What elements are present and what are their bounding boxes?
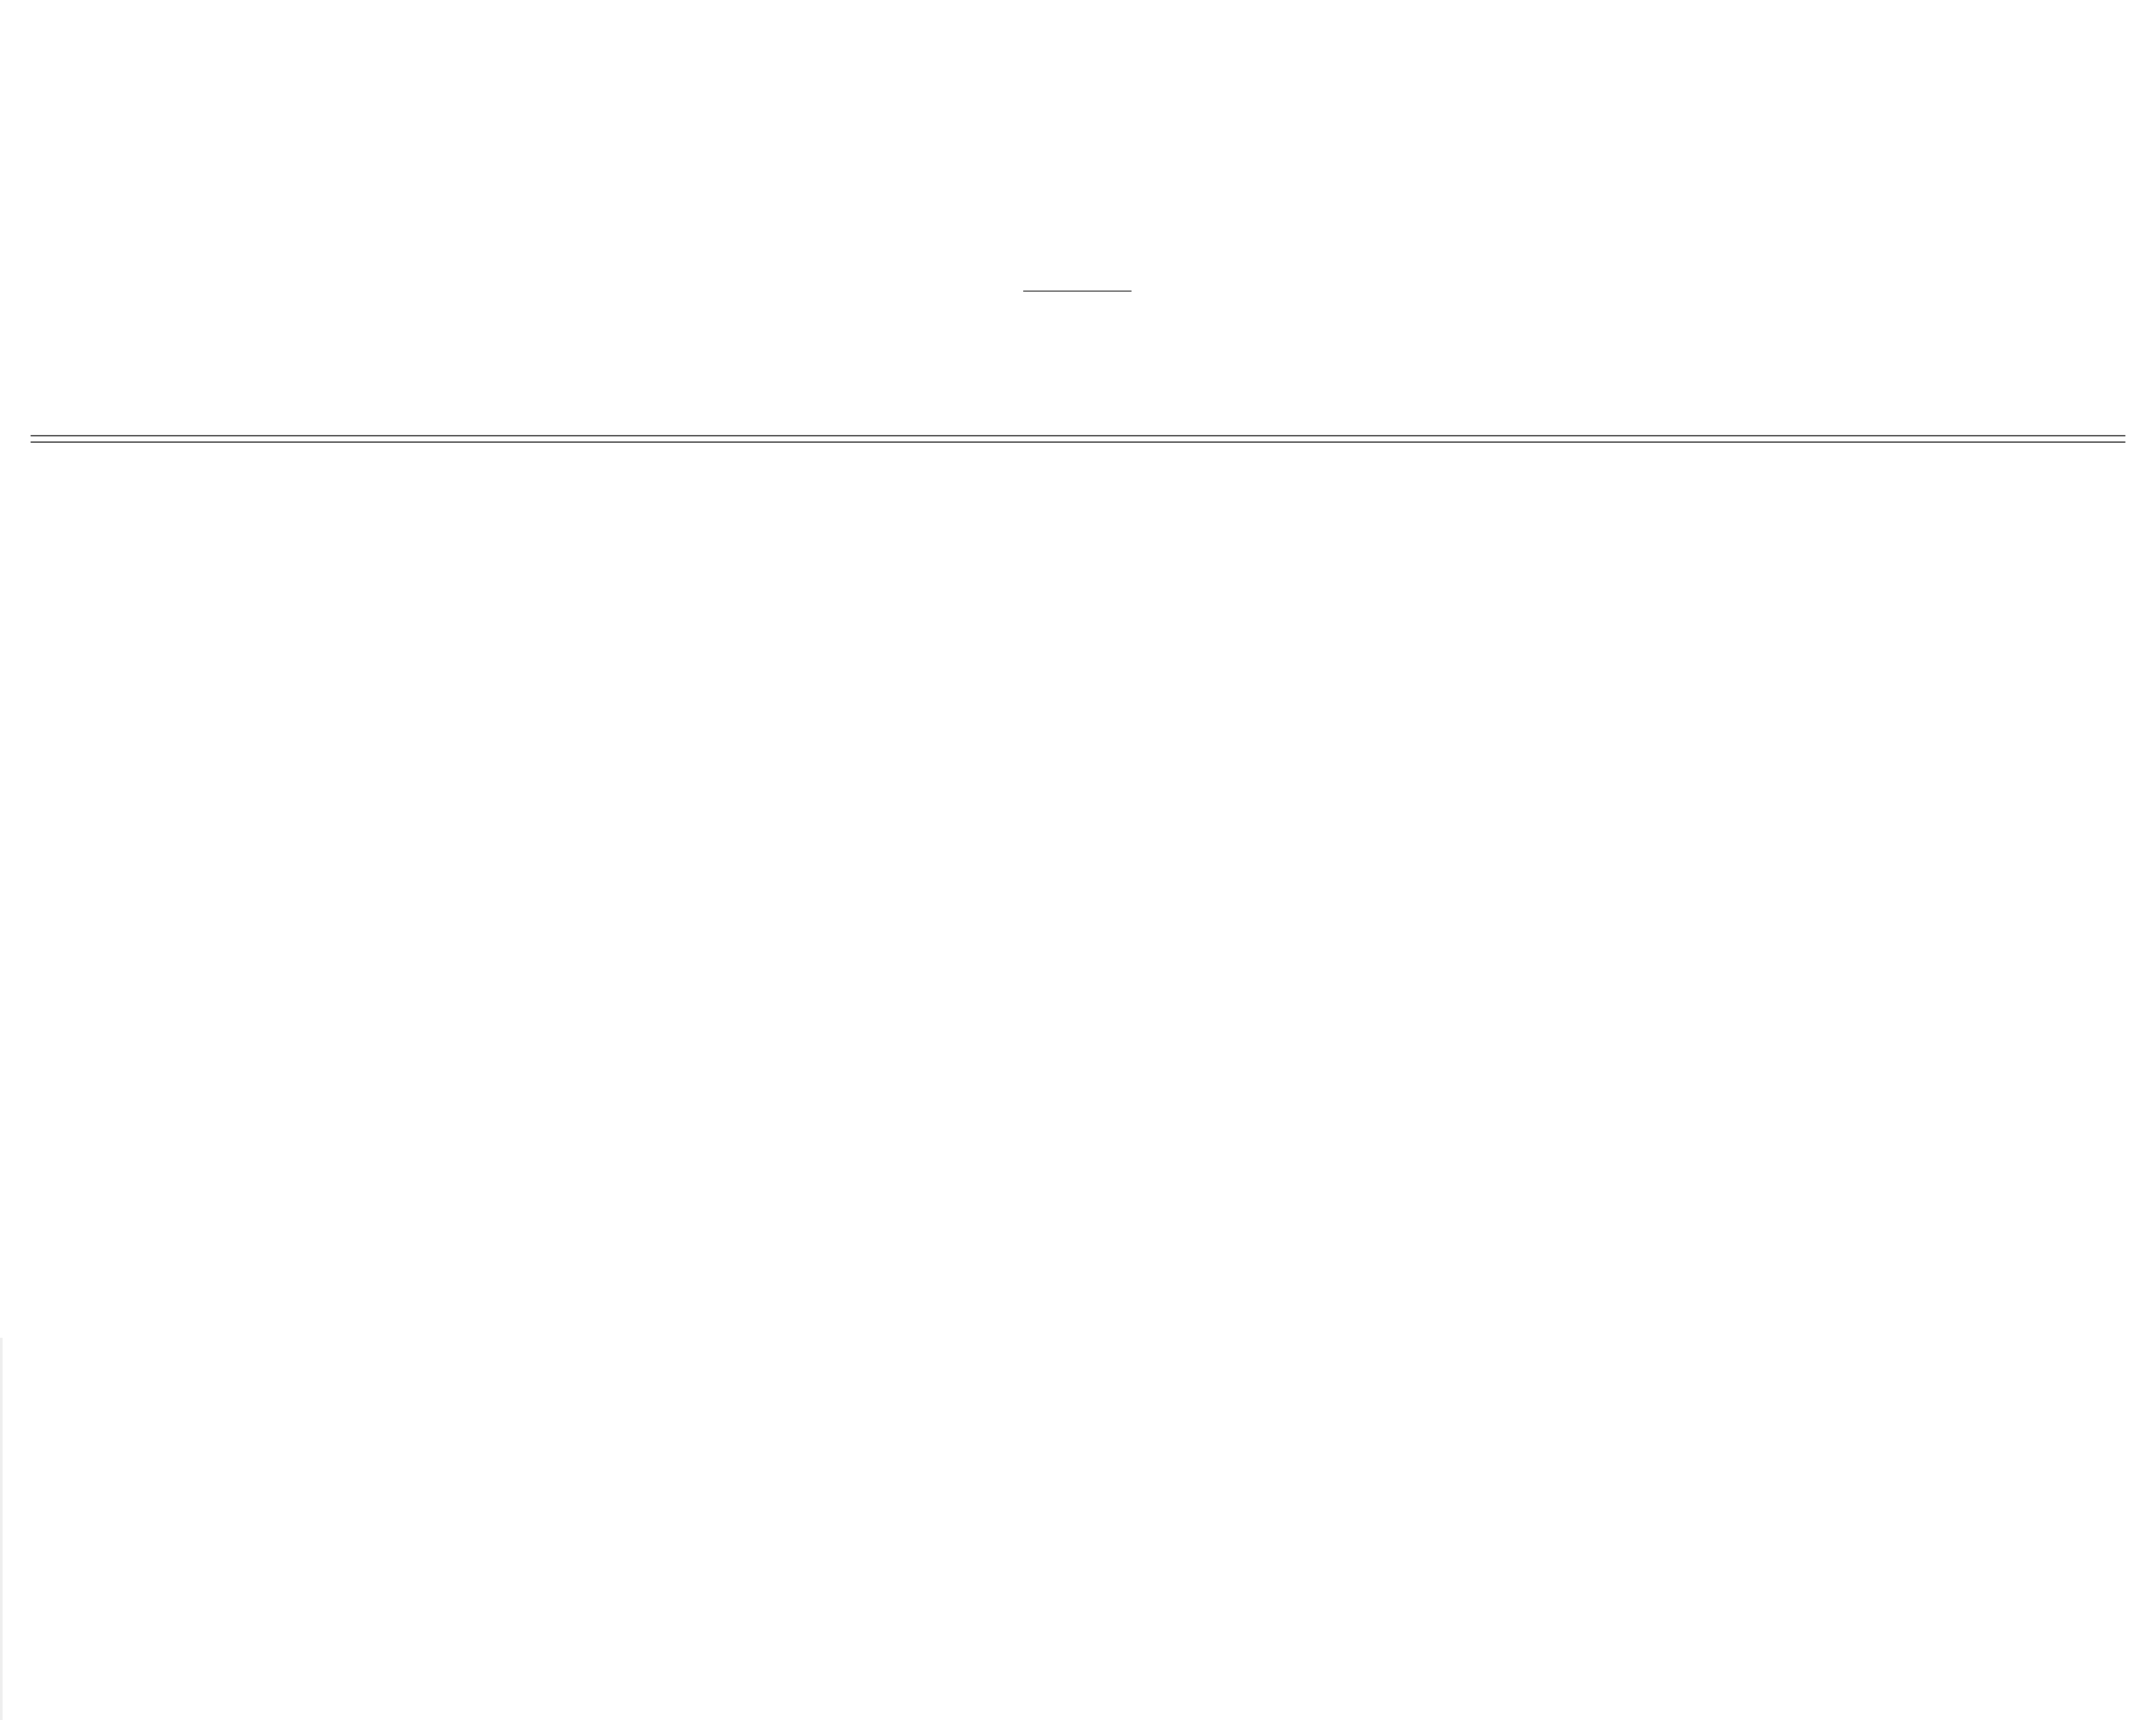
top-rule-second bbox=[31, 441, 2125, 443]
scan-edge bbox=[0, 1338, 3, 1720]
top-rule bbox=[31, 435, 2125, 436]
title-divider bbox=[1023, 290, 1132, 292]
